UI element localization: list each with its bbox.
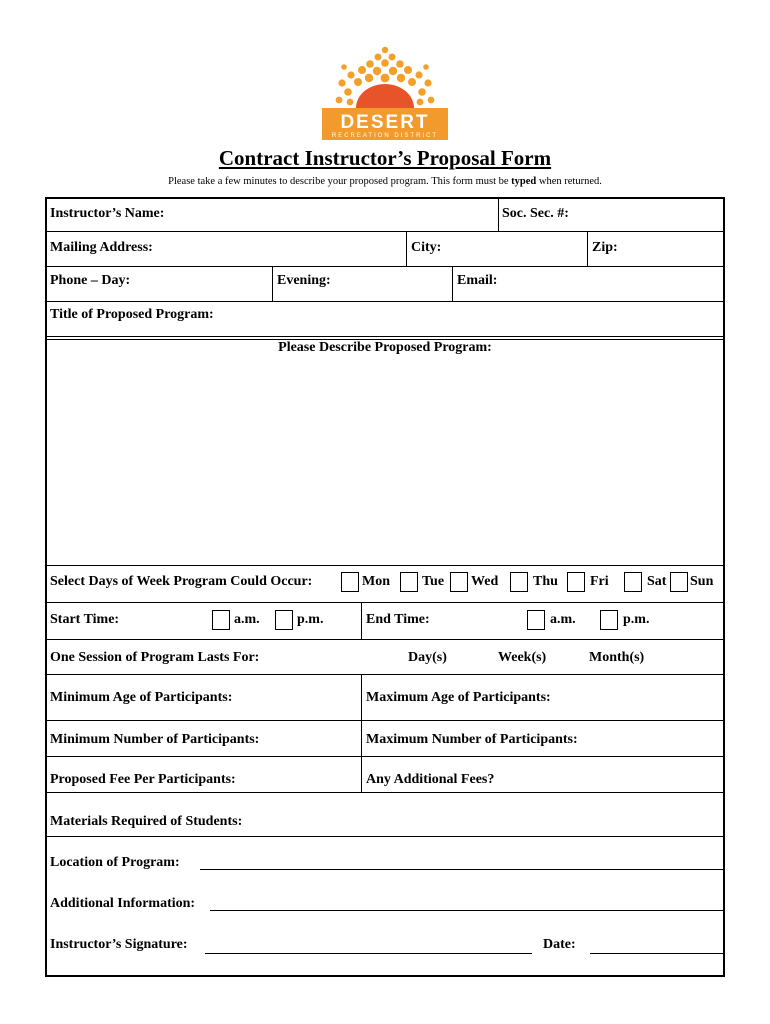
email-label: Email: — [457, 273, 498, 288]
instructions-text-end: when returned. — [536, 176, 602, 187]
date-label: Date: — [543, 937, 576, 952]
row-divider — [45, 565, 725, 566]
signature-label: Instructor’s Signature: — [50, 937, 188, 952]
months-option: Month(s) — [589, 650, 645, 665]
end-pm-label: p.m. — [623, 612, 650, 627]
max-number-label: Maximum Number of Participants: — [366, 732, 578, 747]
checkbox-fri[interactable] — [567, 572, 585, 592]
additional-info-line[interactable] — [210, 910, 723, 911]
col-divider — [452, 266, 453, 301]
day-label-sat: Sat — [647, 574, 667, 589]
additional-info-label: Additional Information: — [50, 896, 196, 911]
start-am-label: a.m. — [234, 612, 260, 627]
program-title-label: Title of Proposed Program: — [50, 307, 214, 322]
min-number-label: Minimum Number of Participants: — [50, 732, 260, 747]
col-divider — [272, 266, 273, 301]
logo-subtitle: RECREATION DISTRICT — [331, 133, 439, 139]
end-pm-checkbox[interactable] — [600, 610, 618, 630]
sun-logo-icon — [318, 44, 452, 142]
phone-day-label: Phone – Day: — [50, 273, 131, 288]
checkbox-tue[interactable] — [400, 572, 418, 592]
additional-fees-label: Any Additional Fees? — [366, 772, 495, 787]
max-age-label: Maximum Age of Participants: — [366, 690, 551, 705]
start-pm-checkbox[interactable] — [275, 610, 293, 630]
checkbox-thu[interactable] — [510, 572, 528, 592]
row-divider — [45, 602, 725, 603]
day-label-fri: Fri — [590, 574, 609, 589]
row-divider — [45, 266, 725, 267]
row-divider — [45, 674, 725, 675]
instructions-bold: typed — [511, 176, 537, 187]
row-divider — [45, 836, 725, 837]
proposed-fee-label: Proposed Fee Per Participants: — [50, 772, 236, 787]
date-line[interactable] — [590, 953, 723, 954]
evening-label: Evening: — [277, 273, 331, 288]
logo-name: DESERT — [340, 112, 430, 133]
desert-logo — [318, 44, 452, 142]
select-days-label: Select Days of Week Program Could Occur: — [50, 574, 313, 589]
mailing-address-label: Mailing Address: — [50, 240, 153, 255]
day-label-tue: Tue — [422, 574, 445, 589]
row-divider — [45, 639, 725, 640]
checkbox-wed[interactable] — [450, 572, 468, 592]
location-label: Location of Program: — [50, 855, 180, 870]
col-divider — [498, 197, 499, 231]
end-time-label: End Time: — [366, 612, 430, 627]
materials-label: Materials Required of Students: — [50, 814, 243, 829]
zip-label: Zip: — [592, 240, 618, 255]
checkbox-sat[interactable] — [624, 572, 642, 592]
checkbox-sun[interactable] — [670, 572, 688, 592]
day-label-mon: Mon — [362, 574, 390, 589]
session-length-label: One Session of Program Lasts For: — [50, 650, 260, 665]
city-label: City: — [411, 240, 442, 255]
days-option: Day(s) — [408, 650, 447, 665]
soc-sec-label: Soc. Sec. #: — [502, 206, 569, 221]
form-instructions — [0, 176, 770, 187]
row-divider — [45, 720, 725, 721]
col-divider — [587, 231, 588, 266]
form-title: Contract Instructor’s Proposal Form — [218, 146, 552, 170]
start-time-label: Start Time: — [50, 612, 120, 627]
day-label-sun: Sun — [690, 574, 714, 589]
location-line[interactable] — [200, 869, 723, 870]
instructions-text: Please take a few minutes to describe your proposed program. This form must be — [168, 176, 512, 187]
col-divider — [406, 231, 407, 266]
weeks-option: Week(s) — [498, 650, 547, 665]
day-label-wed: Wed — [471, 574, 499, 589]
row-divider — [45, 336, 725, 337]
end-am-checkbox[interactable] — [527, 610, 545, 630]
col-divider — [361, 674, 362, 792]
describe-program-label: Please Describe Proposed Program: — [278, 340, 492, 355]
start-am-checkbox[interactable] — [212, 610, 230, 630]
instructor-name-label: Instructor’s Name: — [50, 206, 165, 221]
start-pm-label: p.m. — [297, 612, 324, 627]
row-divider — [45, 231, 725, 232]
min-age-label: Minimum Age of Participants: — [50, 690, 233, 705]
checkbox-mon[interactable] — [341, 572, 359, 592]
day-label-thu: Thu — [533, 574, 558, 589]
end-am-label: a.m. — [550, 612, 576, 627]
signature-line[interactable] — [205, 953, 532, 954]
row-divider — [45, 792, 725, 793]
col-divider — [361, 602, 362, 639]
row-divider — [45, 756, 725, 757]
row-divider — [45, 301, 725, 302]
